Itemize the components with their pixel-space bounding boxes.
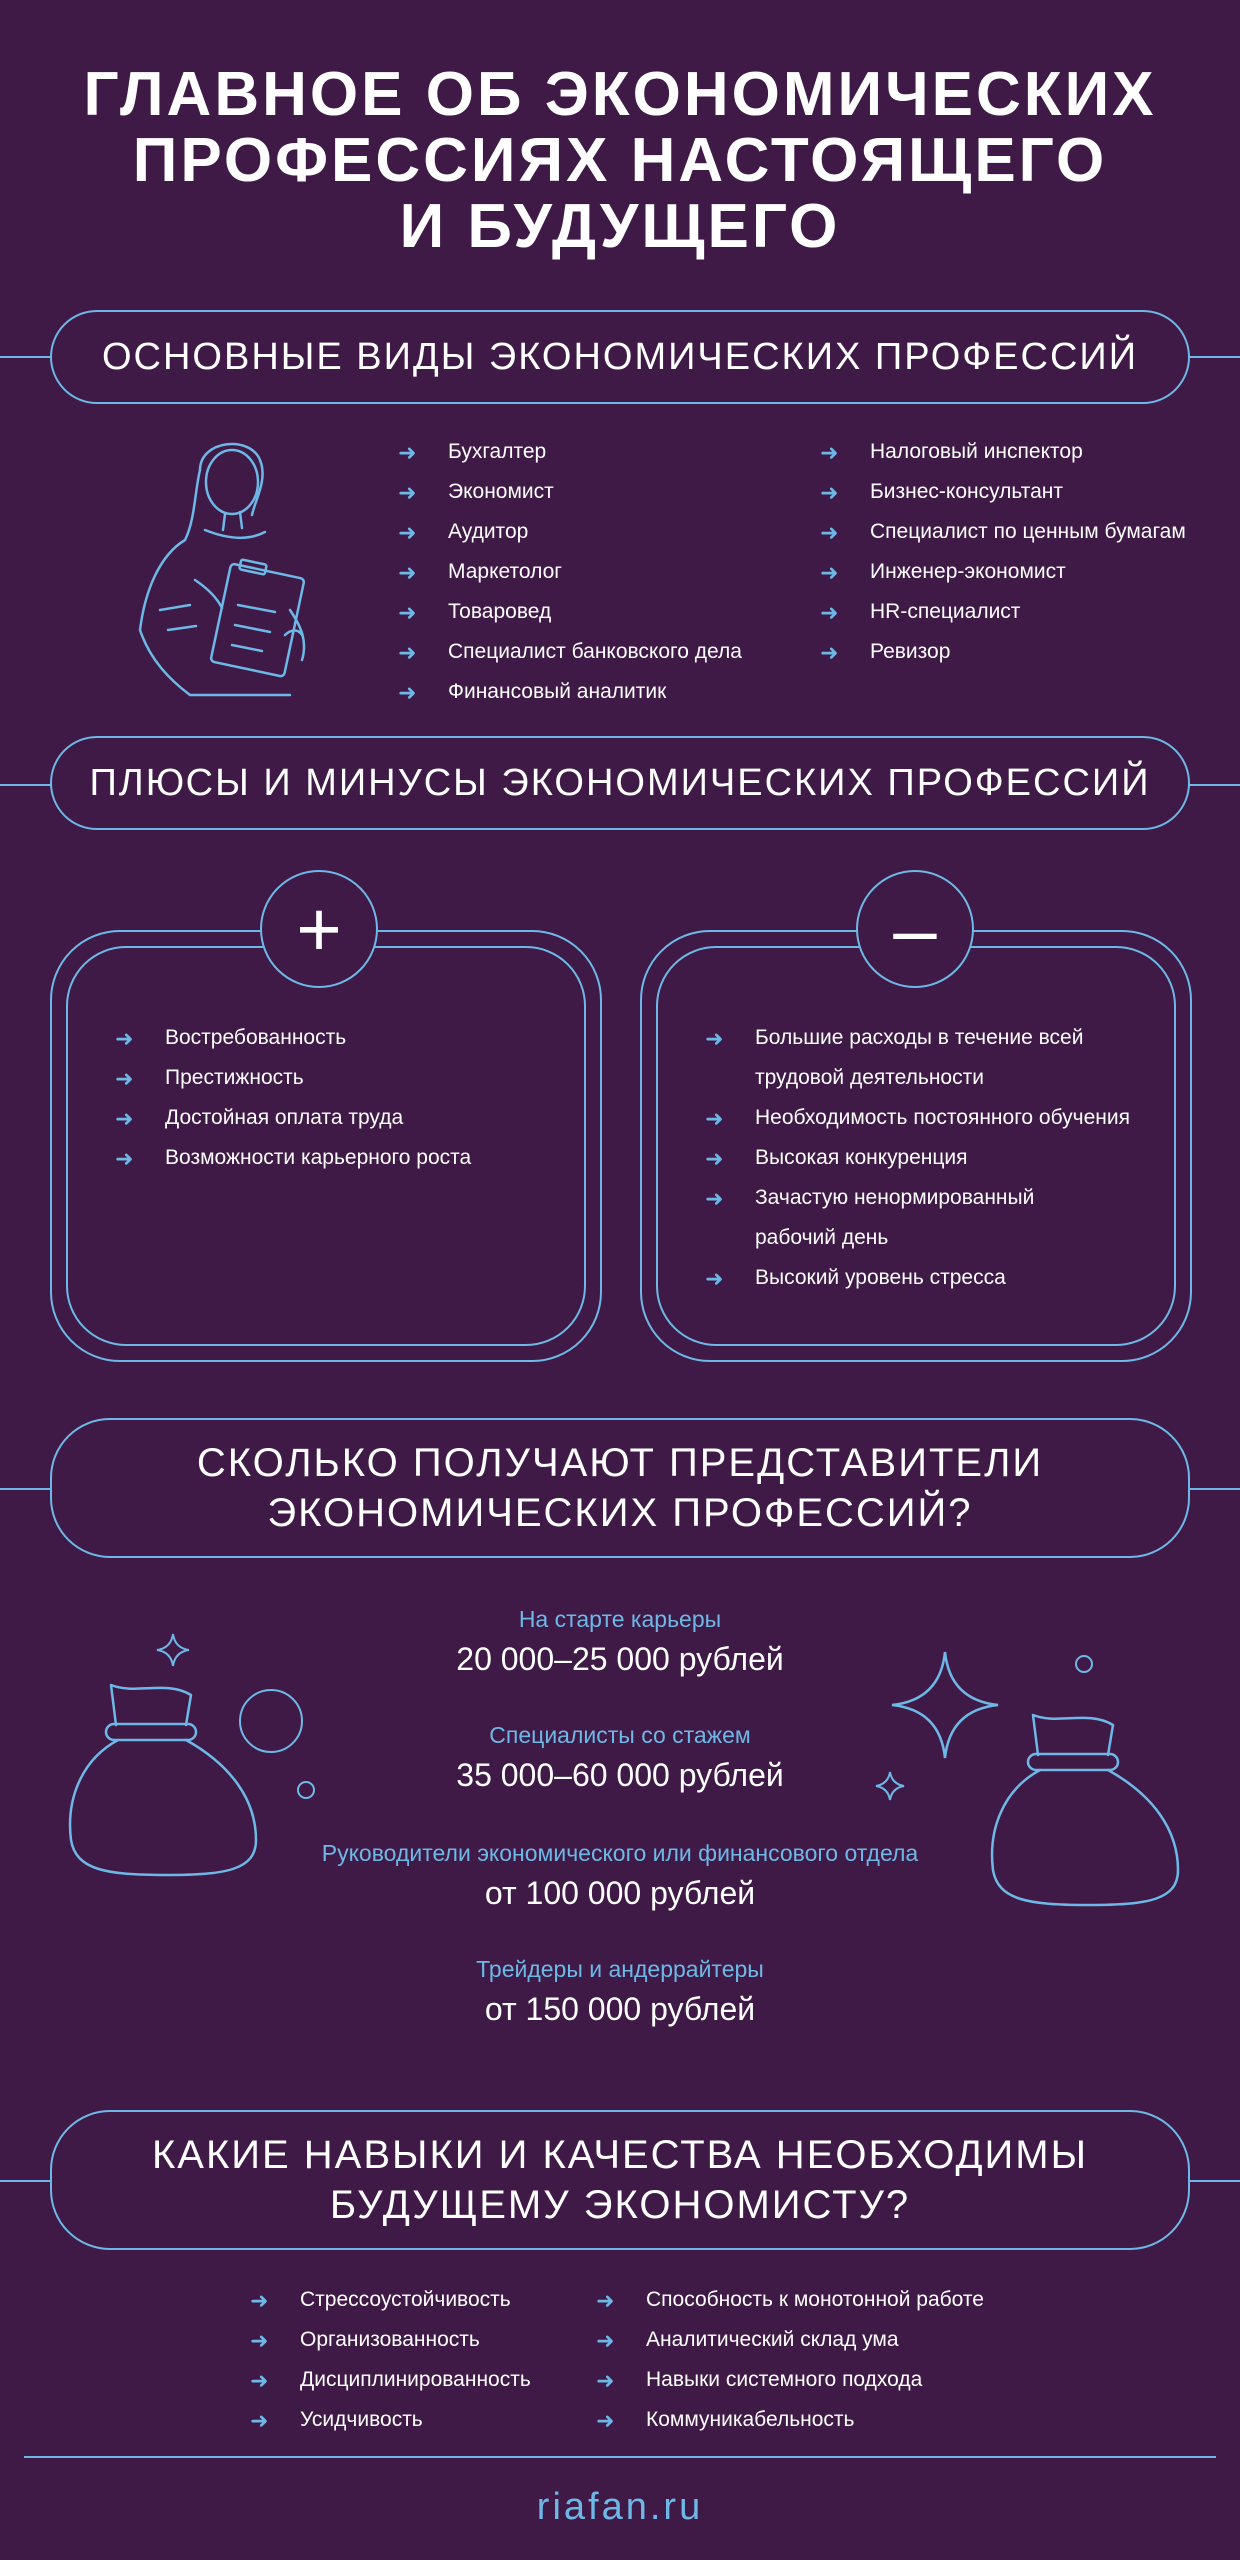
arrow-right-icon: ➜	[705, 1026, 724, 1051]
skills-heading-line-1: КАКИЕ НАВЫКИ И КАЧЕСТВА НЕОБХОДИМЫ	[151, 2133, 1089, 2177]
list-item: ➜ Бухгалтер	[398, 440, 547, 465]
arrow-right-icon: ➜	[115, 1106, 134, 1131]
list-item: ➜ Стрессоустойчивость	[250, 2288, 511, 2313]
page-title	[0, 62, 1240, 260]
list-item: ➜ Товаровед	[398, 600, 552, 625]
salary-item-experienced	[0, 1722, 1240, 1794]
arrow-right-icon: ➜	[820, 640, 839, 665]
professions-list-right	[820, 440, 1220, 680]
list-item: ➜ Аналитический склад ума	[596, 2328, 899, 2353]
title-line-3: И БУДУЩЕГО	[399, 192, 841, 261]
list-item: ➜ Зачастую ненормированный	[705, 1186, 1035, 1211]
list-item: ➜ Востребованность	[115, 1026, 347, 1051]
list-item-continuation: рабочий день	[755, 1226, 889, 1249]
arrow-right-icon: ➜	[705, 1146, 724, 1171]
arrow-right-icon: ➜	[596, 2288, 615, 2313]
arrow-right-icon: ➜	[398, 680, 417, 705]
arrow-right-icon: ➜	[820, 480, 839, 505]
professions-list-left	[398, 440, 778, 720]
arrow-right-icon: ➜	[705, 1106, 724, 1131]
list-item-continuation: трудовой деятельности	[755, 1066, 984, 1089]
arrow-right-icon: ➜	[115, 1146, 134, 1171]
list-item: ➜ Налоговый инспектор	[820, 440, 1083, 465]
list-item: ➜ Аудитор	[398, 520, 529, 545]
list-item: ➜ Достойная оплата труда	[115, 1106, 404, 1131]
list-item: ➜ Высокая конкуренция	[705, 1146, 968, 1171]
arrow-right-icon: ➜	[705, 1266, 724, 1291]
list-item: ➜ Престижность	[115, 1066, 304, 1091]
salary-heading-line-1: СКОЛЬКО ПОЛУЧАЮТ ПРЕДСТАВИТЕЛИ	[196, 1441, 1044, 1485]
list-item: ➜ Большие расходы в течение всей	[705, 1026, 1084, 1051]
professions-heading-text: ОСНОВНЫЕ ВИДЫ ЭКОНОМИЧЕСКИХ ПРОФЕССИЙ	[101, 335, 1139, 378]
title-line-2: ПРОФЕССИЯХ НАСТОЯЩЕГО	[132, 126, 1108, 195]
cons-list	[705, 1026, 1175, 1306]
list-item: ➜ Дисциплинированность	[250, 2368, 531, 2393]
arrow-right-icon: ➜	[596, 2408, 615, 2433]
arrow-right-icon: ➜	[250, 2368, 269, 2393]
arrow-right-icon: ➜	[820, 560, 839, 585]
list-item: ➜ Коммуникабельность	[596, 2408, 855, 2433]
skills-list-left	[250, 2288, 580, 2448]
list-item: ➜ Финансовый аналитик	[398, 680, 667, 705]
salary-item-heads	[0, 1840, 1240, 1912]
arrow-right-icon: ➜	[820, 440, 839, 465]
salary-amount: 35 000–60 000 рублей	[456, 1757, 784, 1793]
salary-item-start	[0, 1606, 1240, 1678]
woman-with-clipboard-illustration	[140, 430, 340, 710]
list-item: ➜ Маркетолог	[398, 560, 562, 585]
list-item: ➜ Специалист по ценным бумагам	[820, 520, 1186, 545]
salary-label: Руководители экономического или финансового отдела	[321, 1840, 919, 1866]
footer-source: riafan.ru	[536, 2486, 704, 2528]
arrow-right-icon: ➜	[398, 480, 417, 505]
list-item: ➜ Возможности карьерного роста	[115, 1146, 472, 1171]
professions-heading	[50, 310, 1190, 404]
salary-label: Специалисты со стажем	[489, 1722, 751, 1748]
arrow-right-icon: ➜	[398, 600, 417, 625]
arrow-right-icon: ➜	[398, 640, 417, 665]
skills-heading	[50, 2110, 1190, 2250]
arrow-right-icon: ➜	[398, 440, 417, 465]
salary-label: На старте карьеры	[518, 1606, 722, 1632]
list-item: ➜ Бизнес-консультант	[820, 480, 1063, 505]
pros-cons-heading-text: ПЛЮСЫ И МИНУСЫ ЭКОНОМИЧЕСКИХ ПРОФЕССИЙ	[89, 761, 1151, 804]
arrow-right-icon: ➜	[115, 1026, 134, 1051]
list-item: ➜ Специалист банковского дела	[398, 640, 742, 665]
arrow-right-icon: ➜	[820, 520, 839, 545]
list-item: ➜ Организованность	[250, 2328, 480, 2353]
arrow-right-icon: ➜	[398, 560, 417, 585]
arrow-right-icon: ➜	[820, 600, 839, 625]
arrow-right-icon: ➜	[250, 2288, 269, 2313]
list-item: ➜ Навыки системного подхода	[596, 2368, 923, 2393]
list-item: ➜ Необходимость постоянного обучения	[705, 1106, 1130, 1131]
pros-cons-heading	[50, 736, 1190, 830]
skills-list-right	[596, 2288, 1016, 2448]
list-item: ➜ Усидчивость	[250, 2408, 423, 2433]
salary-label: Трейдеры и андеррайтеры	[476, 1956, 764, 1982]
arrow-right-icon: ➜	[250, 2408, 269, 2433]
pros-list	[115, 1026, 575, 1186]
minus-icon: –	[856, 870, 974, 988]
salary-amount: 20 000–25 000 рублей	[456, 1641, 784, 1677]
list-item: ➜ Ревизор	[820, 640, 951, 665]
list-item: ➜ Высокий уровень стресса	[705, 1266, 1006, 1291]
arrow-right-icon: ➜	[596, 2328, 615, 2353]
list-item: ➜ HR-специалист	[820, 600, 1021, 625]
footer-divider	[24, 2456, 1216, 2458]
salary-amount: от 150 000 рублей	[484, 1991, 756, 2027]
skills-heading-line-2: БУДУЩЕМУ ЭКОНОМИСТУ?	[329, 2183, 911, 2227]
list-item: ➜ Экономист	[398, 480, 554, 505]
list-item: ➜ Инженер-экономист	[820, 560, 1066, 585]
list-item: ➜ Способность к монотонной работе	[596, 2288, 984, 2313]
arrow-right-icon: ➜	[596, 2368, 615, 2393]
arrow-right-icon: ➜	[250, 2328, 269, 2353]
salary-amount: от 100 000 рублей	[484, 1875, 756, 1911]
arrow-right-icon: ➜	[398, 520, 417, 545]
salary-heading-line-2: ЭКОНОМИЧЕСКИХ ПРОФЕССИЙ?	[267, 1491, 973, 1535]
arrow-right-icon: ➜	[705, 1186, 724, 1211]
arrow-right-icon: ➜	[115, 1066, 134, 1091]
title-line-1: ГЛАВНОЕ ОБ ЭКОНОМИЧЕСКИХ	[83, 60, 1157, 129]
salary-heading	[50, 1418, 1190, 1558]
salary-item-traders	[0, 1956, 1240, 2028]
plus-icon: +	[260, 870, 378, 988]
